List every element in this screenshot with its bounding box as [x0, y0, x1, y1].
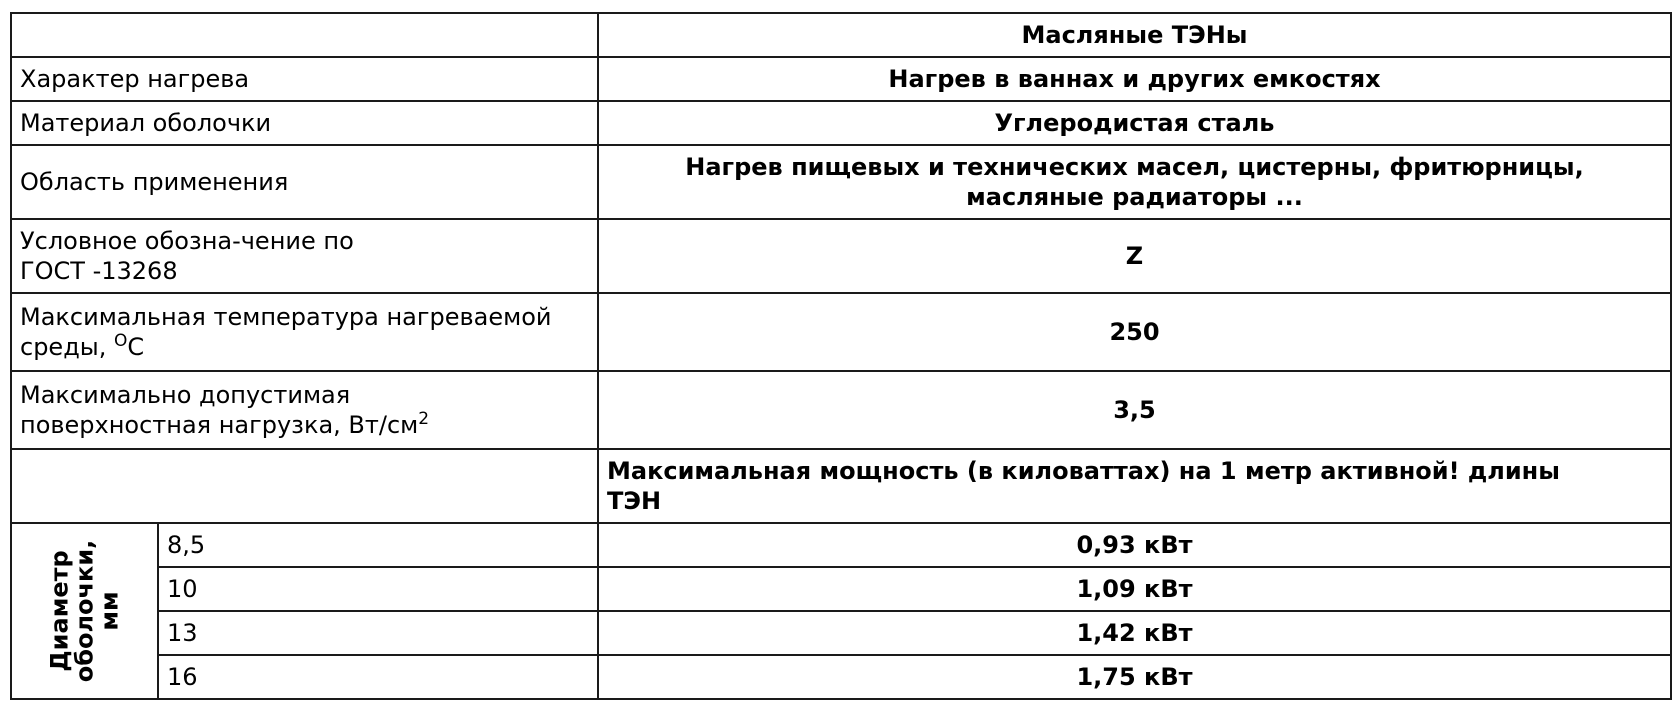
row-value-sheath-material: Углеродистая сталь: [598, 101, 1671, 145]
table-row: [11, 219, 1671, 293]
table-row: [11, 293, 1671, 371]
diameter-side-label-text: [47, 526, 122, 696]
row-label-surface-load: [11, 371, 598, 449]
table-row: [11, 371, 1671, 449]
side-label-line-1: Диаметр: [45, 550, 73, 672]
gost-label-line-1: Условное обозна-чение по: [20, 227, 354, 255]
table-row: [11, 145, 1671, 219]
row-label-application: Область применения: [11, 145, 598, 219]
temp-label-line-1: Максимальная температура нагреваемой: [20, 303, 552, 331]
degree-superscript: О: [114, 331, 128, 351]
power-heading-empty-cell: [11, 449, 598, 523]
power-row: [11, 567, 1671, 611]
power-heading-line-2: ТЭН: [607, 487, 662, 515]
diameter-value: 10: [158, 567, 598, 611]
power-heading-row: [11, 449, 1671, 523]
row-value-heating-type: Нагрев в ваннах и других емкостях: [598, 57, 1671, 101]
heater-spec-table: [10, 12, 1672, 700]
table-header-row: [11, 13, 1671, 57]
row-label-sheath-material: Материал оболочки: [11, 101, 598, 145]
diameter-value: 13: [158, 611, 598, 655]
side-label-line-2: оболочки,: [70, 539, 98, 683]
power-row: [11, 523, 1671, 567]
squared-superscript: 2: [418, 409, 430, 429]
load-label-line-2: поверхностная нагрузка, Вт/см: [20, 411, 419, 439]
diameter-side-label: [11, 523, 158, 699]
row-label-max-temperature: [11, 293, 598, 371]
temp-unit: С: [127, 333, 145, 361]
application-line-2: масляные радиаторы ...: [966, 183, 1303, 211]
power-value: 1,09 кВт: [598, 567, 1671, 611]
application-line-1: Нагрев пищевых и технических масел, цистерны, фритюрницы,: [685, 153, 1584, 181]
load-label-line-1: Максимально допустимая: [20, 381, 351, 409]
row-value-application: [598, 145, 1671, 219]
row-value-surface-load: 3,5: [598, 371, 1671, 449]
product-title: Масляные ТЭНы: [598, 13, 1671, 57]
table-row: [11, 101, 1671, 145]
power-value: 0,93 кВт: [598, 523, 1671, 567]
row-value-gost-designation: Z: [598, 219, 1671, 293]
power-value: 1,75 кВт: [598, 655, 1671, 699]
diameter-value: 8,5: [158, 523, 598, 567]
row-label-heating-type: Характер нагрева: [11, 57, 598, 101]
temp-label-line-2: среды,: [20, 333, 114, 361]
power-heading: [598, 449, 1671, 523]
diameter-value: 16: [158, 655, 598, 699]
header-empty-cell: [11, 13, 598, 57]
gost-label-line-2: ГОСТ -13268: [20, 257, 178, 285]
power-heading-line-1: Максимальная мощность (в киловаттах) на 1 метр активной! длины: [607, 457, 1560, 485]
power-value: 1,42 кВт: [598, 611, 1671, 655]
side-label-line-3: мм: [95, 591, 123, 631]
table-row: [11, 57, 1671, 101]
row-label-gost-designation: [11, 219, 598, 293]
row-value-max-temperature: 250: [598, 293, 1671, 371]
power-row: [11, 611, 1671, 655]
power-row: [11, 655, 1671, 699]
